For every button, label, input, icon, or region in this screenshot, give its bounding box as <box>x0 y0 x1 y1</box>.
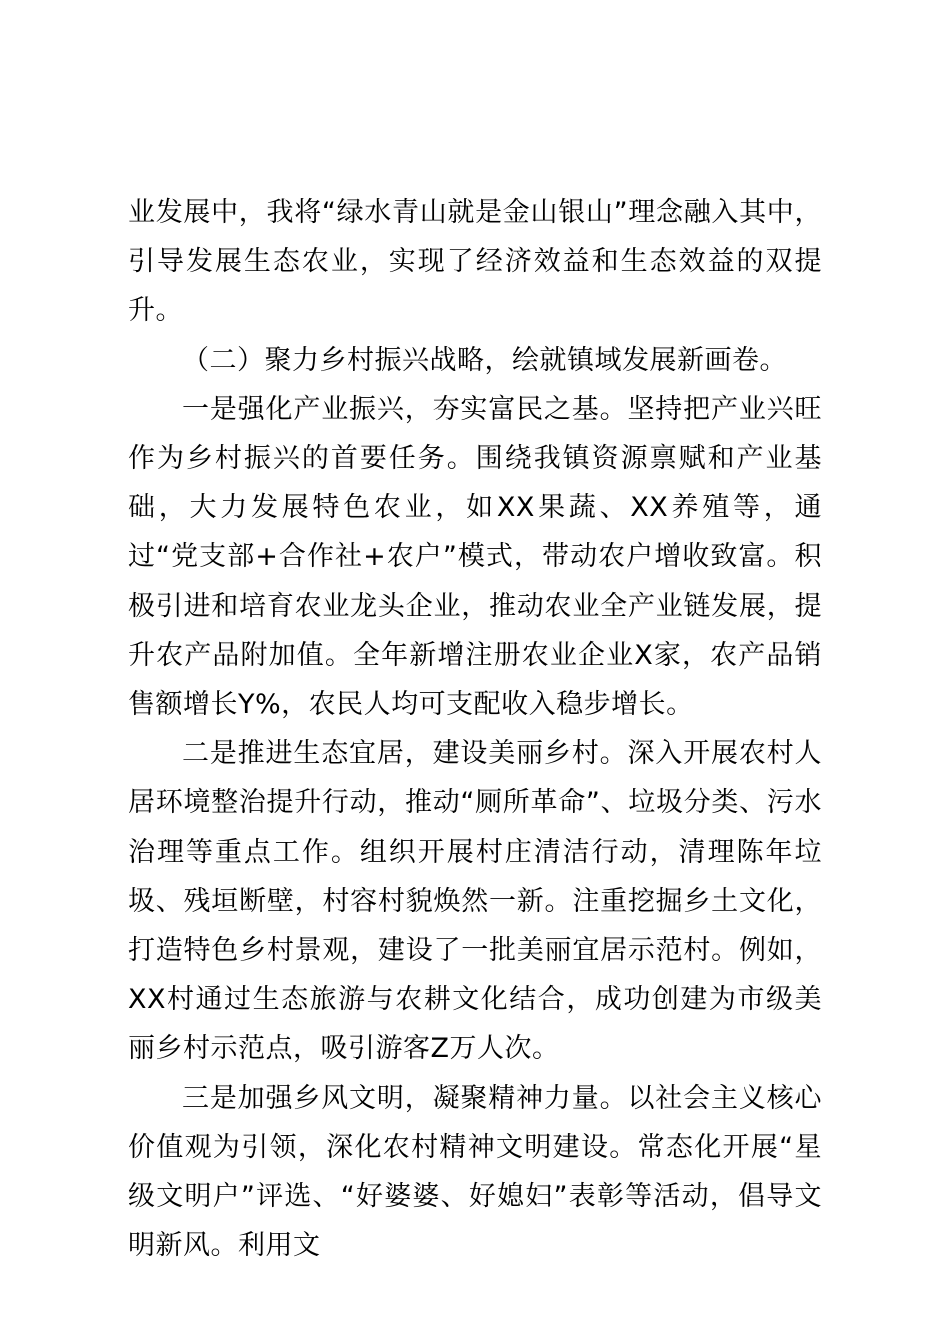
section-heading: （二）聚力乡村振兴战略，绘就镇域发展新画卷。 <box>182 344 787 376</box>
paragraph-ecological-livability: 二是推进生态宜居，建设美丽乡村。深入开展农村人居环境整治提升行动，推动“厕所革命”、垃圾分类、污水治理等重点工作。组织开展村庄清洁行动，清理陈年垃圾、残垣断壁，村容村貌焕然一新。注重挖掘乡土文化，打造特色乡村景观，建设了一批美丽宜居示范村。例如，XX村通过生态旅游与农耕文化结合，成功创建为市级美丽乡村示范点，吸引游客Z万人次。 <box>128 738 822 1065</box>
document-body <box>128 188 822 1270</box>
paragraph-continuation: 业发展中，我将“绿水青山就是金山银山”理念融入其中，引导发展生态农业，实现了经济效益和生态效益的双提升。 <box>128 197 822 327</box>
paragraph-industry-revitalization: 一是强化产业振兴，夯实富民之基。坚持把产业兴旺作为乡村振兴的首要任务。围绕我镇资源禀赋和产业基础，大力发展特色农业，如XX果蔬、XX养殖等，通过“党支部+合作社+农户”模式，带动农户增收致富。积极引进和培育农业龙头企业，推动农业全产业链发展，提升农产品附加值。全年新增注册农业企业X家，农产品销售额增长Y%，农民人均可支配收入稳步增长。 <box>128 393 822 721</box>
paragraph-rural-civilization: 三是加强乡风文明，凝聚精神力量。以社会主义核心价值观为引领，深化农村精神文明建设。常态化开展“星级文明户”评选、“好婆婆、好媳妇”表彰等活动，倡导文明新风。利用文 <box>128 1082 822 1262</box>
